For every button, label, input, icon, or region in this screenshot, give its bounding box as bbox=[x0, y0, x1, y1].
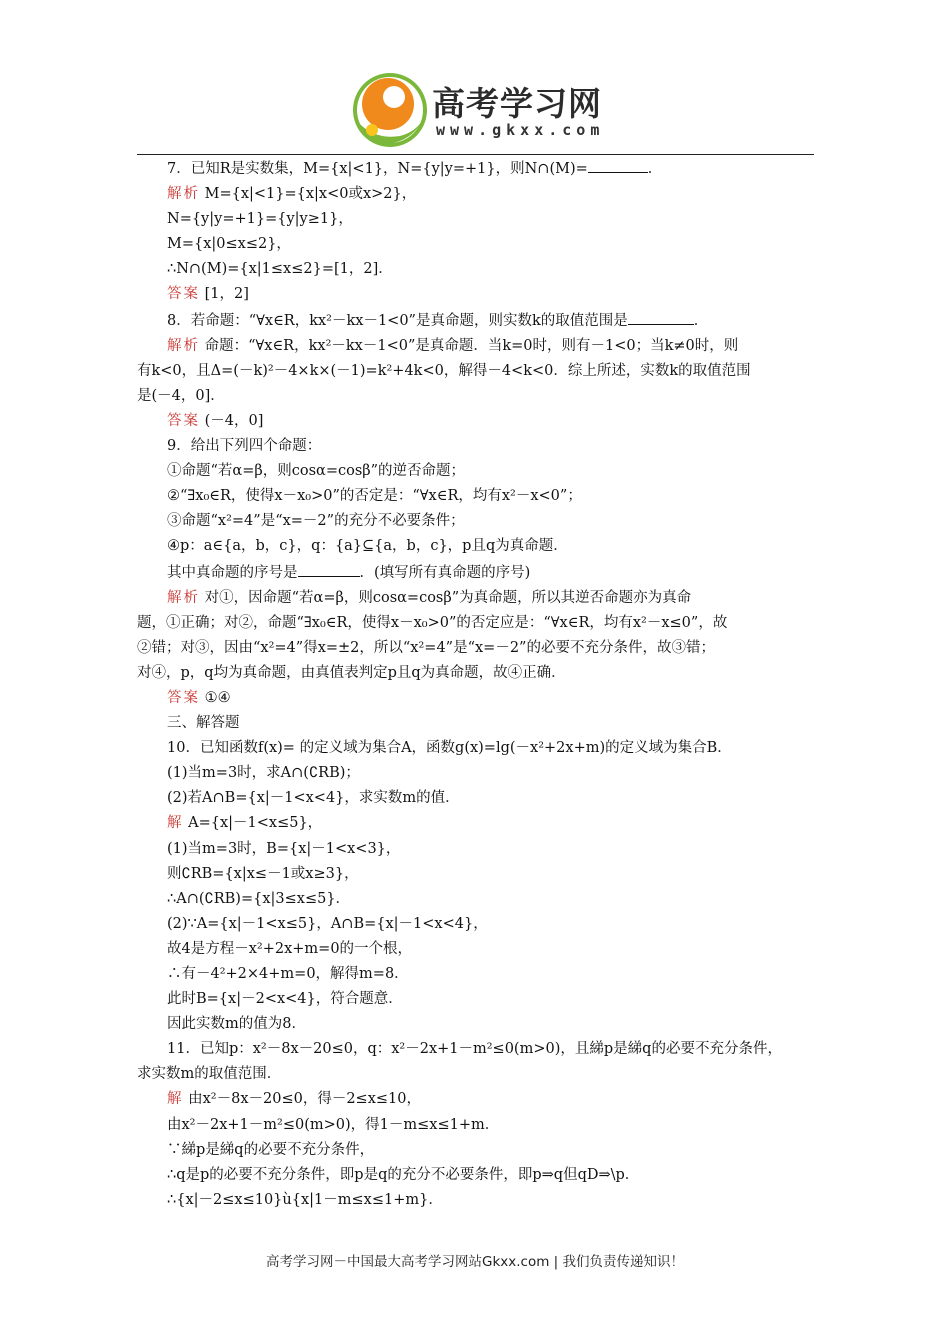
page-footer: 高考学习网－中国最大高考学习网站Gkxx.com | 我们负责传递知识！ bbox=[265, 1254, 684, 1270]
text-line bbox=[137, 887, 817, 912]
fill-in-blank bbox=[628, 308, 694, 325]
text-line bbox=[137, 308, 817, 334]
text-line bbox=[137, 182, 817, 207]
text-line bbox=[137, 862, 817, 887]
text-line bbox=[137, 1113, 817, 1138]
gkxx-logo-icon bbox=[350, 70, 430, 150]
answer-label: 答案 bbox=[167, 286, 200, 303]
line-text: (1)当m=3时，求A∩(∁RB)； bbox=[167, 765, 360, 782]
line-text: ②“∃x₀∈R，使得x－x₀>0”的否定是：“∀x∈R，均有x²－x<0”； bbox=[167, 488, 582, 505]
text-line bbox=[137, 334, 817, 359]
line-text: 11．已知p：x²－8x－20≤0，q：x²－2x+1－m²≤0(m>0)，且綈p是綈q的必要不充分条件， bbox=[167, 1041, 782, 1058]
line-text: 命题：“∀x∈R，kx²－kx－1<0”是真命题．当k=0时，则有－1<0；当k≠0时，则 bbox=[200, 337, 739, 354]
text-line bbox=[137, 786, 817, 811]
line-text: 对①，因命题“若α=β，则cosα=cosβ”为真命题，所以其逆否命题亦为真命 bbox=[200, 589, 692, 606]
answer-label: 答案 bbox=[167, 689, 200, 706]
text-line bbox=[137, 257, 817, 282]
line-tail: ． bbox=[647, 161, 663, 177]
answer-label: 解析 bbox=[167, 589, 200, 606]
text-line bbox=[137, 560, 817, 586]
line-text: N={y|y=+1}={y|y≥1}， bbox=[167, 211, 353, 228]
text-line bbox=[137, 509, 817, 534]
text-line bbox=[137, 1012, 817, 1037]
document-body bbox=[137, 156, 817, 1213]
text-line bbox=[137, 359, 817, 384]
text-line bbox=[137, 736, 817, 761]
text-line bbox=[137, 534, 817, 559]
line-text: 7．已知R是实数集，M={x|<1}，N={y|y=+1}，则N∩(M)= bbox=[167, 161, 588, 177]
line-text: 题，①正确；对②，命题“∃x₀∈R，使得x－x₀>0”的否定应是：“∀x∈R，均有x²－x≤0”，故 bbox=[137, 614, 728, 631]
text-line bbox=[137, 484, 817, 509]
line-tail: ．(填写所有真命题的序号) bbox=[359, 564, 531, 581]
line-tail: ． bbox=[693, 312, 709, 329]
text-line bbox=[137, 636, 817, 661]
line-text: 9．给出下列四个命题： bbox=[167, 438, 322, 455]
line-text: 其中真命题的序号是 bbox=[167, 564, 298, 581]
text-line bbox=[137, 811, 817, 836]
line-text: ②错；对③，因由“x²=4”得x=±2，所以“x²=4”是“x=－2”的必要不充分条件，故③错； bbox=[137, 639, 715, 656]
answer-label: 解 bbox=[167, 1091, 184, 1108]
line-text: 8．若命题：“∀x∈R，kx²－kx－1<0”是真命题，则实数k的取值范围是 bbox=[167, 312, 628, 329]
text-line bbox=[137, 711, 817, 736]
line-text: [1，2] bbox=[200, 286, 249, 303]
fill-in-blank bbox=[298, 560, 360, 577]
line-text: 有k<0，且Δ=(－k)²－4×k×(－1)=k²+4k<0，解得－4<k<0．综上所述，实数k的取值范围 bbox=[137, 362, 751, 379]
line-text: 由x²－8x－20≤0，得－2≤x≤10， bbox=[183, 1091, 421, 1108]
text-line bbox=[137, 1163, 817, 1188]
line-text: ∴N∩(M)={x|1≤x≤2}=[1，2]． bbox=[167, 261, 393, 278]
text-line bbox=[137, 962, 817, 987]
line-text: ∴{x|－2≤x≤10}ù{x|1－m≤x≤1+m}． bbox=[167, 1191, 443, 1208]
text-line bbox=[137, 384, 817, 409]
line-text: ∴有－4²+2×4+m=0，解得m=8． bbox=[167, 966, 409, 982]
text-line bbox=[137, 1087, 817, 1112]
line-text: ①命题“若α=β，则cosα=cosβ”的逆否命题； bbox=[167, 463, 466, 480]
text-line bbox=[137, 232, 817, 257]
text-line bbox=[137, 611, 817, 636]
text-line bbox=[137, 156, 817, 182]
line-text: (2)若A∩B={x|－1<x<4}，求实数m的值． bbox=[167, 790, 460, 807]
answer-label: 解 bbox=[167, 815, 184, 832]
text-line bbox=[137, 686, 817, 711]
answer-label: 解析 bbox=[167, 186, 200, 203]
text-line bbox=[137, 459, 817, 484]
text-line bbox=[137, 661, 817, 686]
line-text: ∴A∩(∁RB)={x|3≤x≤5}． bbox=[167, 890, 351, 907]
text-line bbox=[137, 912, 817, 937]
line-text: 三、解答题 bbox=[167, 715, 240, 732]
line-text: M={x|0≤x≤2}， bbox=[167, 236, 291, 253]
line-text: 10．已知函数f(x)= 的定义域为集合A，函数g(x)=lg(－x²+2x+m)的定义域为集合B． bbox=[167, 740, 732, 757]
text-line bbox=[137, 987, 817, 1012]
text-line bbox=[137, 837, 817, 862]
line-text: 由x²－2x+1－m²≤0(m>0)，得1－m≤x≤1+m． bbox=[167, 1116, 500, 1133]
text-line bbox=[137, 434, 817, 459]
line-text: 故4是方程－x²+2x+m=0的一个根， bbox=[167, 940, 413, 957]
text-line bbox=[137, 207, 817, 232]
line-text: M={x|<1}={x|x<0或x>2}， bbox=[200, 186, 417, 203]
line-text: 则∁RB={x|x≤－1或x≥3}， bbox=[167, 865, 359, 882]
text-line bbox=[137, 937, 817, 962]
site-url: www.gkxx.com bbox=[436, 121, 605, 139]
text-line bbox=[137, 1138, 817, 1163]
line-text: (1)当m=3时，B={x|－1<x<3}， bbox=[167, 840, 401, 857]
fill-in-blank bbox=[588, 156, 648, 173]
line-text: ④p：a∈{a，b，c}，q：{a}⊆{a，b，c}，p且q为真命题． bbox=[167, 538, 568, 555]
brand-name: 高考学习网 bbox=[432, 84, 602, 123]
line-text: A={x|－1<x≤5}， bbox=[183, 815, 323, 832]
line-text: ∵綈p是綈q的必要不充分条件， bbox=[167, 1141, 375, 1158]
line-text: 此时B={x|－2<x<4}，符合题意． bbox=[167, 991, 403, 1008]
text-line bbox=[137, 1037, 817, 1062]
line-text: 因此实数m的值为8． bbox=[167, 1016, 306, 1033]
text-line bbox=[137, 282, 817, 307]
line-text: (－4，0] bbox=[200, 412, 264, 429]
answer-label: 答案 bbox=[167, 412, 200, 429]
line-text: 求实数m的取值范围． bbox=[137, 1066, 282, 1083]
answer-label: 解析 bbox=[167, 337, 200, 354]
line-text: (2)∵A={x|－1<x≤5}，A∩B={x|－1<x<4}， bbox=[167, 915, 488, 932]
text-line bbox=[137, 1062, 817, 1087]
text-line bbox=[137, 409, 817, 434]
text-line bbox=[137, 586, 817, 611]
line-text: ∴q是p的必要不充分条件，即p是q的充分不必要条件，即p⇒q但qD⇒\p． bbox=[167, 1166, 640, 1183]
line-text: 是(－4，0]． bbox=[137, 387, 225, 404]
line-text: 对④，p，q均为真命题，由真值表判定p且q为真命题，故④正确． bbox=[137, 664, 566, 681]
page-header bbox=[0, 0, 950, 160]
line-text: ①④ bbox=[200, 689, 231, 706]
header-rule bbox=[137, 154, 814, 155]
line-text: ③命题“x²=4”是“x=－2”的充分不必要条件； bbox=[167, 513, 465, 530]
text-line bbox=[137, 761, 817, 786]
text-line bbox=[137, 1188, 817, 1213]
